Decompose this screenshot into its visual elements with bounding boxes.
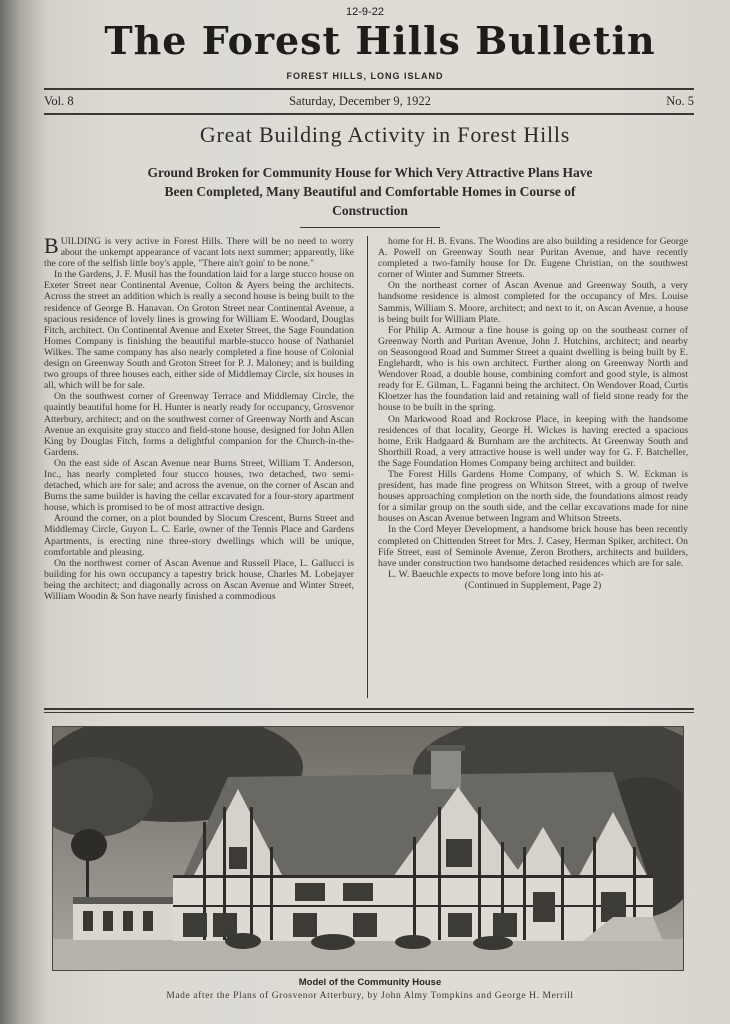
issue-number: No. 5 <box>666 94 694 108</box>
issue-date: Saturday, December 9, 1922 <box>289 94 431 108</box>
article-paragraph <box>44 236 354 269</box>
drop-cap: B <box>44 236 59 258</box>
community-house-photo <box>52 726 684 971</box>
masthead-title: The Forest Hills Bulletin <box>104 18 656 63</box>
paragraph-text: On the northwest corner of Ascan Avenue and Russell Place, L. Gallucci is building for his own occupancy a tapestry brick house, Charles M. Lobejayer being the architect; and diagonally across on Ascan Avenue and Winter Street, William Woodin & Son have nearly finished a commodious <box>44 557 354 602</box>
paragraph-text: home for H. B. Evans. The Woodins are also building a residence for George A. Powell on Greenway South near Puritan Avenue, and have recently completed a two-family house for Dr. Eugene Christian, on the southwest corner of Winter and Summer Streets. <box>378 236 688 281</box>
paragraph-text: On the northeast corner of Ascan Avenue and Greenway South, a very handsome residence is almost completed for the occupancy of Mrs. Louise Sammis, William S. Moore, architect; and next to it, on Ascan Avenue, a house is being built for William Plate. <box>378 280 688 325</box>
paragraph-text: For Philip A. Armour a fine house is going up on the southeast corner of Greenway North and Puritan Avenue, John J. Hutchins, architect; and nearby on Seasongood Road and Summer Street a quaint dwelling is being built by E. Englehardt, who is his own architect. Further along on Greenway North and Wendover Road, a double house, combining comfort and good style, is almost ready for E. Gilman, L. Faganni being the architect. On Wendover Road, Curtis Kloetzer has the foundation laid and retaining wall of field stone ready for the house to be built in the spring. <box>378 324 688 414</box>
paragraph-text: On the southwest corner of Greenway Terrace and Middlemay Circle, the quaintly beautiful home for H. Hunter is nearly ready for occupancy, Grosvenor Atterbury, architect; and on the southwest corner of Greenway North and Ascan Avenue an exquisite gray stucco and field-stone house, designed for John Allen King by Douglas Fitch, forms a delightful companion for the Church-in-the-Gardens. <box>44 391 354 458</box>
article-paragraph <box>378 524 688 568</box>
article-paragraph <box>44 558 354 602</box>
handwritten-date-note: 12-9-22 <box>346 6 384 18</box>
photo-caption-title: Model of the Community House <box>298 977 442 988</box>
article-paragraph <box>378 469 688 524</box>
paragraph-text: L. W. Baeuchle expects to move before long into his at- <box>388 568 604 580</box>
subheadline: Ground Broken for Community House for Which Very Attractive Plans Have Been Completed, Many Beautiful and Comfortable Homes in Course of Construction <box>147 165 593 218</box>
figure-top-rule-thin <box>44 712 694 713</box>
article-paragraph <box>378 280 688 324</box>
paragraph-text: In the Cord Meyer Development, a handsome brick house has been recently completed on Chittenden Street for Mrs. J. Casey, Herman Spiker, architect. On Fife Street, east of Seminole Avenue, Zeron Brothers, architects and builders, have under construction two handsome detached residences which are for sale. <box>378 524 688 569</box>
figure-top-rule <box>44 708 694 710</box>
article-paragraph <box>378 569 688 580</box>
volume-label: Vol. 8 <box>44 94 74 108</box>
headline: Great Building Activity in Forest Hills <box>199 122 571 147</box>
article-paragraph <box>44 391 354 458</box>
paragraph-text: Around the corner, on a plot bounded by Slocum Crescent, Burns Street and Middlemay Circle, Guyon L. C. Earle, owner of the Tennis Place and Gardens Apartments, is erecting nine three-story dwellings which will be unique, comfortable and pleasing. <box>44 513 354 558</box>
article-column-left <box>44 236 354 698</box>
column-divider <box>367 236 368 698</box>
photo-caption-credit: Made after the Plans of Grosvenor Atterbury, by John Almy Tompkins and George H. Merrill <box>166 991 574 1001</box>
article-column-right <box>378 236 688 698</box>
paragraph-text: In the Gardens, J. F. Musil has the foundation laid for a large stucco house on Exeter Street near Continental Avenue, Colton & Ayers being the architects. Across the street an addition which is really a second house is being built to the residence of George B. Hanavan. On Groton Street near Continental Avenue, a spacious residence of lovely lines is growing for William E. Woodard, Douglas Fitch, architect. On Continental Avenue and Exeter Street, the Sage Foundation Homes Company is finishing the beautiful marble-stucco house of Nathaniel Wilkes. The same company has also nearly completed a fine house of Colonial design on Greenway South and Groton Street for P. J. Maloney; and is building two groups of three houses each, either side of Middlemay Circle, six houses in all, which will be for sale. <box>44 269 354 392</box>
article-paragraph <box>44 269 354 391</box>
paragraph-text: On the east side of Ascan Avenue near Burns Street, William T. Anderson, Inc., has nearly completed four stucco houses, two detached, two semi-detached, which are for sale; and across the avenue, on the corner of Ascan and Burns the same builder is having the cellar excavated for a four-story apartment house, which is promised to be of most attractive design. <box>44 457 354 514</box>
article-paragraph <box>44 458 354 513</box>
article-paragraph <box>44 513 354 557</box>
article-paragraph <box>378 236 688 280</box>
paragraph-text: On Markwood Road and Rockrose Place, in keeping with the handsome residences of that locality, George H. Wickes is having erected a spacious home, Erik Hadgaard & Burnham are the architects. At Greenway South and Shorthill Road, a very attractive house is well under way for G. F. Batcheller, the Sage Foundation Homes Company being architect and builder. <box>378 413 688 469</box>
paragraph-text: The Forest Hills Gardens Home Company, of which S. W. Eckman is president, has made fine progress on Whitson Street, with a group of twelve houses approaching completion on the north side, the foundations almost ready for a similar group on the south side, and the cellar excavations made for nine houses on Ascan Avenue between Ingram and Whitson Streets. <box>378 468 688 525</box>
article-paragraph <box>378 414 688 469</box>
top-rule <box>44 88 694 90</box>
subhead-rule <box>300 227 440 228</box>
continued-notice: (Continued in Supplement, Page 2) <box>464 579 602 591</box>
masthead-location: FOREST HILLS, LONG ISLAND <box>286 71 444 81</box>
paragraph-text: UILDING is very active in Forest Hills. There will be no need to worry about the unkempt appearance of vacant lots next summer; apparently, like the core of the selfish little boy's apple, "There ain't goin' to be none." <box>44 236 354 270</box>
article-paragraph <box>378 325 688 414</box>
date-rule <box>44 113 694 115</box>
